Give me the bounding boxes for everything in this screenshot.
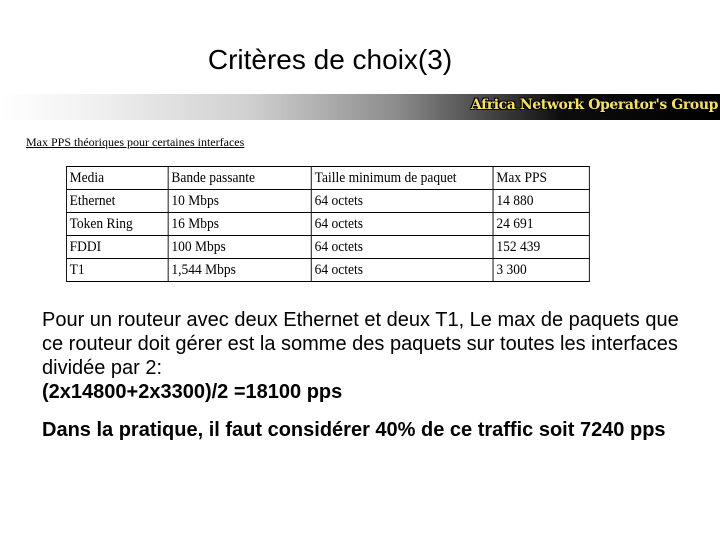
header-media: Media <box>66 167 168 190</box>
cell-max-pps: 24 691 <box>493 213 589 236</box>
afnog-logo: Africa Network Operator's Group <box>470 97 718 113</box>
table-row <box>66 190 589 213</box>
cell-media: Token Ring <box>66 213 168 236</box>
table-row <box>66 236 589 259</box>
header-max-pps: Max PPS <box>493 167 589 190</box>
header-min-packet-size: Taille minimum de paquet <box>312 167 494 190</box>
cell-min-packet-size: 64 octets <box>312 213 494 236</box>
cell-media: T1 <box>66 259 168 282</box>
cell-bandwidth: 1,544 Mbps <box>168 259 311 282</box>
body-text <box>42 308 682 442</box>
table-subtitle: Max PPS théoriques pour certaines interfaces <box>26 135 245 149</box>
cell-min-packet-size: 64 octets <box>312 259 494 282</box>
table-row <box>66 259 589 282</box>
cell-bandwidth: 16 Mbps <box>168 213 311 236</box>
cell-max-pps: 14 880 <box>493 190 589 213</box>
max-pps-table <box>66 166 590 282</box>
cell-bandwidth: 100 Mbps <box>168 236 311 259</box>
cell-bandwidth: 10 Mbps <box>168 190 311 213</box>
cell-media: FDDI <box>66 236 168 259</box>
pps-formula: (2x14800+2x3300)/2 =18100 pps <box>42 381 343 403</box>
cell-min-packet-size: 64 octets <box>312 236 494 259</box>
table-header-row <box>66 167 589 190</box>
header-bandwidth: Bande passante <box>168 167 311 190</box>
cell-media: Ethernet <box>66 190 168 213</box>
explanation-paragraph: Pour un routeur avec deux Ethernet et deux T1, Le max de paquets que ce routeur doit gérer est la somme des paquets sur toutes les interfaces dividée par 2: <box>42 309 679 379</box>
cell-min-packet-size: 64 octets <box>312 190 494 213</box>
table-row <box>66 213 589 236</box>
slide-title: Critères de choix(3) <box>207 44 453 75</box>
practice-note: Dans la pratique, il faut considérer 40% de ce traffic soit 7240 pps <box>42 419 666 441</box>
cell-max-pps: 152 439 <box>493 236 589 259</box>
cell-max-pps: 3 300 <box>493 259 589 282</box>
